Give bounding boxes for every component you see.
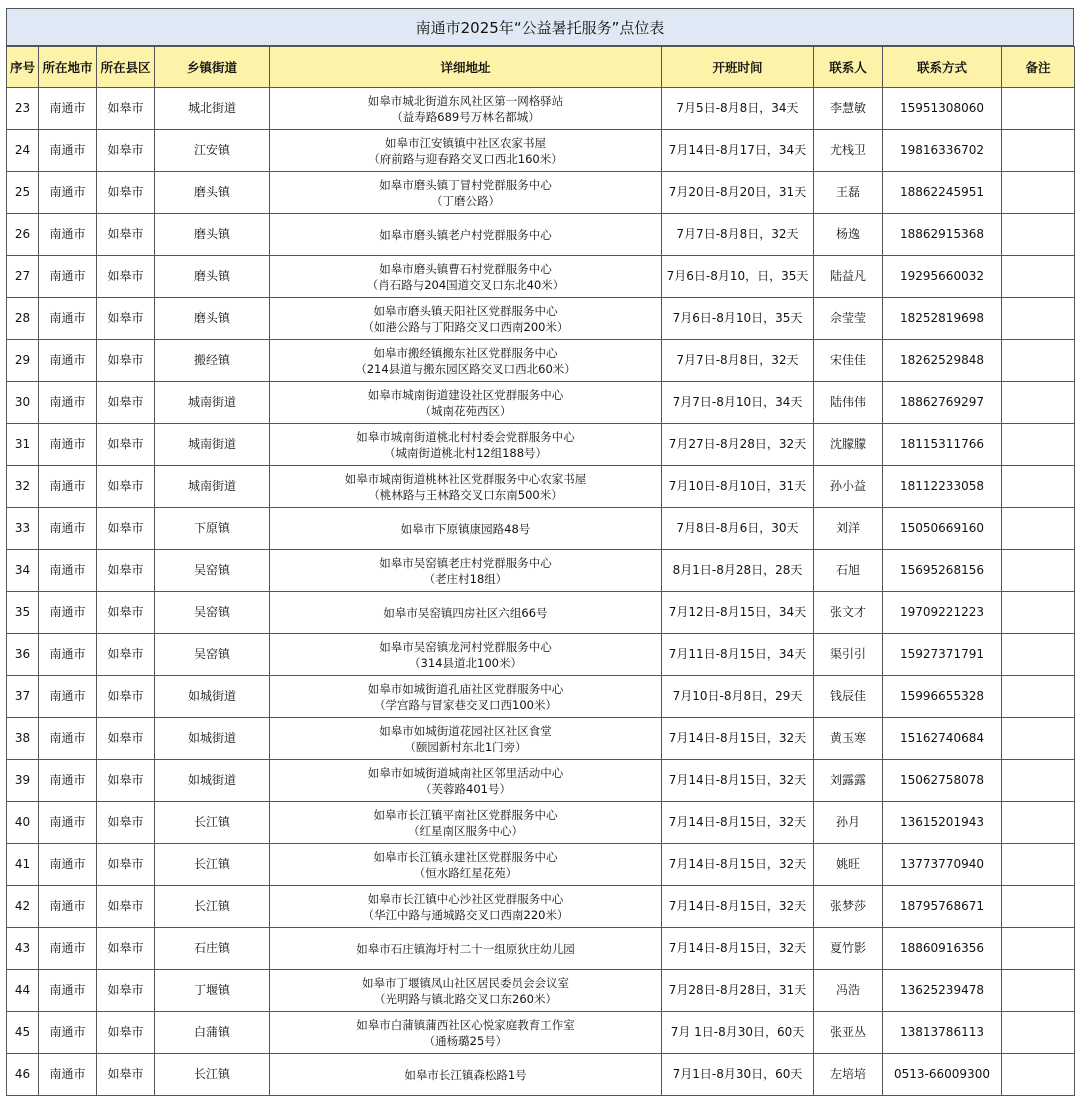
row-town: 城北街道 xyxy=(155,88,270,130)
row-phone: 15927371791 xyxy=(883,634,1002,676)
row-county: 如皋市 xyxy=(97,214,155,256)
row-time: 7月12日-8月15日，34天 xyxy=(662,592,814,634)
row-phone: 18252819698 xyxy=(883,298,1002,340)
table-body xyxy=(7,88,1075,1096)
row-contact: 佘莹莹 xyxy=(814,298,883,340)
table-row xyxy=(7,760,1075,802)
row-no: 40 xyxy=(7,802,39,844)
row-no: 38 xyxy=(7,718,39,760)
row-address xyxy=(270,718,662,760)
row-note xyxy=(1002,676,1075,718)
row-county: 如皋市 xyxy=(97,382,155,424)
row-address xyxy=(270,550,662,592)
table-row xyxy=(7,550,1075,592)
row-town: 长江镇 xyxy=(155,886,270,928)
row-contact: 李慧敏 xyxy=(814,88,883,130)
row-note xyxy=(1002,340,1075,382)
address-line: 如皋市下原镇康园路48号 xyxy=(400,521,531,536)
row-city: 南通市 xyxy=(39,298,97,340)
row-phone: 18862245951 xyxy=(883,172,1002,214)
row-time: 7月5日-8月8日，34天 xyxy=(662,88,814,130)
row-county: 如皋市 xyxy=(97,256,155,298)
table-row xyxy=(7,424,1075,466)
row-county: 如皋市 xyxy=(97,760,155,802)
row-note xyxy=(1002,130,1075,172)
row-county: 如皋市 xyxy=(97,508,155,550)
row-no: 28 xyxy=(7,298,39,340)
row-city: 南通市 xyxy=(39,1054,97,1096)
table-row xyxy=(7,1012,1075,1054)
address-line: 如皋市如城街道孔庙社区党群服务中心 xyxy=(367,681,564,696)
row-no: 46 xyxy=(7,1054,39,1096)
col-header-note: 备注 xyxy=(1002,47,1075,88)
row-county: 如皋市 xyxy=(97,844,155,886)
row-no: 42 xyxy=(7,886,39,928)
row-city: 南通市 xyxy=(39,424,97,466)
table-row xyxy=(7,256,1075,298)
address-detail: （老庄村18组） xyxy=(423,571,508,586)
row-contact: 陆益凡 xyxy=(814,256,883,298)
row-no: 29 xyxy=(7,340,39,382)
address-line: 如皋市吴窑镇龙河村党群服务中心 xyxy=(379,639,552,654)
address-line: 如皋市长江镇永建社区党群服务中心 xyxy=(373,849,558,864)
row-no: 45 xyxy=(7,1012,39,1054)
table-row xyxy=(7,676,1075,718)
row-note xyxy=(1002,760,1075,802)
address-detail: （芙蓉路401号） xyxy=(420,781,511,796)
address-line: 如皋市如城街道城南社区邻里活动中心 xyxy=(367,765,564,780)
row-county: 如皋市 xyxy=(97,130,155,172)
row-note xyxy=(1002,214,1075,256)
row-address xyxy=(270,844,662,886)
row-no: 43 xyxy=(7,928,39,970)
row-phone: 18112233058 xyxy=(883,466,1002,508)
row-town: 磨头镇 xyxy=(155,214,270,256)
address-detail: （红星南区服务中心） xyxy=(408,823,523,838)
row-city: 南通市 xyxy=(39,466,97,508)
table-row xyxy=(7,928,1075,970)
row-contact: 左培培 xyxy=(814,1054,883,1096)
row-phone: 19709221223 xyxy=(883,592,1002,634)
row-phone: 0513-66009300 xyxy=(883,1054,1002,1096)
row-phone: 15996655328 xyxy=(883,676,1002,718)
address-line: 如皋市城南街道建设社区党群服务中心 xyxy=(367,387,564,402)
row-city: 南通市 xyxy=(39,676,97,718)
row-contact: 孙小益 xyxy=(814,466,883,508)
row-contact: 张梦莎 xyxy=(814,886,883,928)
row-phone: 18115311766 xyxy=(883,424,1002,466)
address-line: 如皋市丁堰镇凤山社区居民委员会会议室 xyxy=(362,975,569,990)
row-address xyxy=(270,172,662,214)
row-time: 7月11日-8月15日，34天 xyxy=(662,634,814,676)
row-county: 如皋市 xyxy=(97,634,155,676)
table-row xyxy=(7,508,1075,550)
address-detail: （恒水路红星花苑） xyxy=(413,865,518,880)
table-row xyxy=(7,298,1075,340)
points-sheet xyxy=(6,8,1074,1096)
row-no: 26 xyxy=(7,214,39,256)
row-contact: 陆伟伟 xyxy=(814,382,883,424)
row-address xyxy=(270,298,662,340)
row-time: 8月1日-8月28日，28天 xyxy=(662,550,814,592)
row-city: 南通市 xyxy=(39,634,97,676)
row-town: 长江镇 xyxy=(155,1054,270,1096)
row-town: 白蒲镇 xyxy=(155,1012,270,1054)
row-contact: 王磊 xyxy=(814,172,883,214)
row-county: 如皋市 xyxy=(97,298,155,340)
row-phone: 15050669160 xyxy=(883,508,1002,550)
row-address xyxy=(270,760,662,802)
col-header-city: 所在地市 xyxy=(39,47,97,88)
row-no: 32 xyxy=(7,466,39,508)
table-row xyxy=(7,172,1075,214)
row-time: 7月8日-8月6日，30天 xyxy=(662,508,814,550)
col-header-contact: 联系人 xyxy=(814,47,883,88)
row-note xyxy=(1002,88,1075,130)
row-time: 7月14日-8月15日，32天 xyxy=(662,802,814,844)
row-contact: 张亚丛 xyxy=(814,1012,883,1054)
address-line: 如皋市长江镇平南社区党群服务中心 xyxy=(373,807,558,822)
row-city: 南通市 xyxy=(39,550,97,592)
address-line: 如皋市石庄镇海圩村二十一组原狄庄幼儿园 xyxy=(356,941,575,956)
row-phone: 15062758078 xyxy=(883,760,1002,802)
row-time: 7月14日-8月17日，34天 xyxy=(662,130,814,172)
address-detail: （如港公路与丁阳路交叉口西南200米） xyxy=(362,319,569,334)
row-time: 7月14日-8月15日，32天 xyxy=(662,886,814,928)
address-detail: （通杨璐25号） xyxy=(423,1033,508,1048)
row-address xyxy=(270,1054,662,1096)
row-phone: 18795768671 xyxy=(883,886,1002,928)
row-contact: 夏竹影 xyxy=(814,928,883,970)
address-line: 如皋市如城街道花园社区社区食堂 xyxy=(379,723,552,738)
address-line: 如皋市城南街道桃北村村委会党群服务中心 xyxy=(356,429,575,444)
row-address xyxy=(270,634,662,676)
row-county: 如皋市 xyxy=(97,550,155,592)
row-town: 城南街道 xyxy=(155,382,270,424)
row-city: 南通市 xyxy=(39,508,97,550)
row-county: 如皋市 xyxy=(97,88,155,130)
row-no: 34 xyxy=(7,550,39,592)
row-note xyxy=(1002,928,1075,970)
row-note xyxy=(1002,298,1075,340)
row-county: 如皋市 xyxy=(97,1054,155,1096)
row-time: 7月1日-8月30日，60天 xyxy=(662,1054,814,1096)
table-row xyxy=(7,844,1075,886)
address-detail: （光明路与镇北路交叉口东260米） xyxy=(374,991,557,1006)
sheet-title: 南通市2025年“公益暑托服务”点位表 xyxy=(6,8,1074,46)
row-contact: 渠引引 xyxy=(814,634,883,676)
row-county: 如皋市 xyxy=(97,592,155,634)
row-town: 城南街道 xyxy=(155,424,270,466)
row-time: 7月14日-8月15日，32天 xyxy=(662,760,814,802)
col-header-town: 乡镇街道 xyxy=(155,47,270,88)
row-county: 如皋市 xyxy=(97,886,155,928)
row-address xyxy=(270,928,662,970)
address-detail: （214县道与搬东园区路交叉口西北60米） xyxy=(355,361,576,376)
address-detail: （学宫路与冒家巷交叉口西100米） xyxy=(374,697,557,712)
row-town: 如城街道 xyxy=(155,718,270,760)
row-address xyxy=(270,676,662,718)
row-time: 7月28日-8月28日，31天 xyxy=(662,970,814,1012)
address-line: 如皋市磨头镇丁冒村党群服务中心 xyxy=(379,177,552,192)
row-town: 磨头镇 xyxy=(155,172,270,214)
row-county: 如皋市 xyxy=(97,718,155,760)
address-line: 如皋市吴窑镇四房社区六组66号 xyxy=(383,605,548,620)
address-detail: （城南街道桃北村12组188号） xyxy=(383,445,548,460)
table-row xyxy=(7,634,1075,676)
row-no: 44 xyxy=(7,970,39,1012)
row-city: 南通市 xyxy=(39,382,97,424)
table-row xyxy=(7,970,1075,1012)
row-time: 7月20日-8月20日，31天 xyxy=(662,172,814,214)
address-line: 如皋市搬经镇搬东社区党群服务中心 xyxy=(373,345,558,360)
row-address xyxy=(270,1012,662,1054)
row-city: 南通市 xyxy=(39,592,97,634)
row-county: 如皋市 xyxy=(97,970,155,1012)
table-row xyxy=(7,802,1075,844)
row-no: 36 xyxy=(7,634,39,676)
row-address xyxy=(270,214,662,256)
row-time: 7月6日-8月10，日，35天 xyxy=(662,256,814,298)
address-detail: （华江中路与通城路交叉口西南220米） xyxy=(362,907,569,922)
address-detail: （益寿路689号万林名都城） xyxy=(391,109,540,124)
address-line: 如皋市吴窑镇老庄村党群服务中心 xyxy=(379,555,552,570)
row-town: 城南街道 xyxy=(155,466,270,508)
row-no: 30 xyxy=(7,382,39,424)
row-county: 如皋市 xyxy=(97,802,155,844)
row-phone: 18862769297 xyxy=(883,382,1002,424)
row-no: 23 xyxy=(7,88,39,130)
address-detail: （丁磨公路） xyxy=(431,193,500,208)
row-city: 南通市 xyxy=(39,760,97,802)
row-no: 25 xyxy=(7,172,39,214)
table-row xyxy=(7,886,1075,928)
row-time: 7月14日-8月15日，32天 xyxy=(662,844,814,886)
row-no: 31 xyxy=(7,424,39,466)
address-detail: （颐园新村东北1门旁） xyxy=(404,739,527,754)
table-row xyxy=(7,1054,1075,1096)
row-county: 如皋市 xyxy=(97,172,155,214)
row-phone: 15162740684 xyxy=(883,718,1002,760)
table-row xyxy=(7,214,1075,256)
col-header-county: 所在县区 xyxy=(97,47,155,88)
address-detail: （府前路与迎春路交叉口西北160米） xyxy=(368,151,563,166)
col-header-no: 序号 xyxy=(7,47,39,88)
col-header-time: 开班时间 xyxy=(662,47,814,88)
row-city: 南通市 xyxy=(39,886,97,928)
row-note xyxy=(1002,508,1075,550)
row-no: 41 xyxy=(7,844,39,886)
row-town: 下原镇 xyxy=(155,508,270,550)
row-phone: 18862915368 xyxy=(883,214,1002,256)
row-address xyxy=(270,340,662,382)
address-line: 如皋市长江镇中心沙社区党群服务中心 xyxy=(367,891,564,906)
address-line: 如皋市江安镇镇中社区农家书屋 xyxy=(385,135,546,150)
table-row xyxy=(7,340,1075,382)
row-phone: 18262529848 xyxy=(883,340,1002,382)
row-county: 如皋市 xyxy=(97,676,155,718)
row-county: 如皋市 xyxy=(97,466,155,508)
row-contact: 刘露露 xyxy=(814,760,883,802)
row-city: 南通市 xyxy=(39,88,97,130)
row-time: 7月10日-8月10日，31天 xyxy=(662,466,814,508)
row-town: 长江镇 xyxy=(155,802,270,844)
row-city: 南通市 xyxy=(39,718,97,760)
row-town: 如城街道 xyxy=(155,676,270,718)
table-row xyxy=(7,88,1075,130)
row-note xyxy=(1002,970,1075,1012)
row-time: 7月14日-8月15日，32天 xyxy=(662,718,814,760)
row-address xyxy=(270,466,662,508)
address-line: 如皋市磨头镇老户村党群服务中心 xyxy=(379,227,552,242)
address-line: 如皋市磨头镇曹石村党群服务中心 xyxy=(379,261,552,276)
row-town: 磨头镇 xyxy=(155,256,270,298)
row-phone: 13773770940 xyxy=(883,844,1002,886)
row-city: 南通市 xyxy=(39,970,97,1012)
address-detail: （桃林路与王林路交叉口东南500米） xyxy=(368,487,563,502)
row-contact: 冯浩 xyxy=(814,970,883,1012)
row-note xyxy=(1002,886,1075,928)
row-city: 南通市 xyxy=(39,340,97,382)
row-time: 7月7日-8月8日，32天 xyxy=(662,214,814,256)
row-address xyxy=(270,970,662,1012)
row-contact: 黄玉寒 xyxy=(814,718,883,760)
row-county: 如皋市 xyxy=(97,340,155,382)
points-table xyxy=(6,46,1075,1096)
row-no: 39 xyxy=(7,760,39,802)
row-town: 吴窑镇 xyxy=(155,592,270,634)
row-contact: 沈朦朦 xyxy=(814,424,883,466)
row-phone: 15951308060 xyxy=(883,88,1002,130)
row-contact: 刘洋 xyxy=(814,508,883,550)
row-contact: 张文才 xyxy=(814,592,883,634)
row-no: 37 xyxy=(7,676,39,718)
row-phone: 19295660032 xyxy=(883,256,1002,298)
table-row xyxy=(7,592,1075,634)
address-detail: （314县道北100米） xyxy=(409,655,522,670)
row-city: 南通市 xyxy=(39,1012,97,1054)
address-line: 如皋市长江镇森松路1号 xyxy=(404,1067,527,1082)
row-town: 吴窑镇 xyxy=(155,550,270,592)
row-note xyxy=(1002,1054,1075,1096)
header-row xyxy=(7,47,1075,88)
address-detail: （肖石路与204国道交叉口东北40米） xyxy=(366,277,565,292)
row-town: 吴窑镇 xyxy=(155,634,270,676)
row-note xyxy=(1002,802,1075,844)
row-contact: 孙月 xyxy=(814,802,883,844)
row-city: 南通市 xyxy=(39,214,97,256)
row-contact: 杨逸 xyxy=(814,214,883,256)
row-county: 如皋市 xyxy=(97,928,155,970)
row-town: 江安镇 xyxy=(155,130,270,172)
row-no: 27 xyxy=(7,256,39,298)
table-row xyxy=(7,466,1075,508)
row-contact: 姚旺 xyxy=(814,844,883,886)
address-line: 如皋市磨头镇天阳社区党群服务中心 xyxy=(373,303,558,318)
row-town: 丁堰镇 xyxy=(155,970,270,1012)
row-address xyxy=(270,130,662,172)
row-note xyxy=(1002,634,1075,676)
row-contact: 尤栈卫 xyxy=(814,130,883,172)
row-address xyxy=(270,424,662,466)
row-phone: 15695268156 xyxy=(883,550,1002,592)
row-city: 南通市 xyxy=(39,844,97,886)
row-no: 33 xyxy=(7,508,39,550)
row-time: 7月7日-8月8日，32天 xyxy=(662,340,814,382)
row-address xyxy=(270,382,662,424)
row-contact: 钱辰佳 xyxy=(814,676,883,718)
row-town: 磨头镇 xyxy=(155,298,270,340)
row-phone: 13813786113 xyxy=(883,1012,1002,1054)
row-note xyxy=(1002,592,1075,634)
row-address xyxy=(270,256,662,298)
row-time: 7月27日-8月28日，32天 xyxy=(662,424,814,466)
row-town: 如城街道 xyxy=(155,760,270,802)
row-town: 搬经镇 xyxy=(155,340,270,382)
row-no: 24 xyxy=(7,130,39,172)
row-city: 南通市 xyxy=(39,928,97,970)
row-time: 7月6日-8月10日，35天 xyxy=(662,298,814,340)
row-address xyxy=(270,886,662,928)
address-detail: （城南花苑西区） xyxy=(419,403,512,418)
row-note xyxy=(1002,1012,1075,1054)
row-note xyxy=(1002,256,1075,298)
col-header-address: 详细地址 xyxy=(270,47,662,88)
row-note xyxy=(1002,466,1075,508)
row-note xyxy=(1002,172,1075,214)
row-city: 南通市 xyxy=(39,256,97,298)
row-time: 7月7日-8月10日，34天 xyxy=(662,382,814,424)
table-row xyxy=(7,382,1075,424)
row-address xyxy=(270,508,662,550)
row-note xyxy=(1002,424,1075,466)
row-phone: 19816336702 xyxy=(883,130,1002,172)
address-line: 如皋市城南街道桃林社区党群服务中心农家书屋 xyxy=(344,471,587,486)
row-phone: 13615201943 xyxy=(883,802,1002,844)
row-note xyxy=(1002,718,1075,760)
row-time: 7月14日-8月15日，32天 xyxy=(662,928,814,970)
row-note xyxy=(1002,550,1075,592)
row-city: 南通市 xyxy=(39,130,97,172)
row-town: 石庄镇 xyxy=(155,928,270,970)
row-time: 7月 1日-8月30日，60天 xyxy=(662,1012,814,1054)
row-time: 7月10日-8月8日，29天 xyxy=(662,676,814,718)
row-phone: 18860916356 xyxy=(883,928,1002,970)
row-city: 南通市 xyxy=(39,172,97,214)
address-line: 如皋市白蒲镇蒲西社区心悦家庭教育工作室 xyxy=(356,1017,575,1032)
row-town: 长江镇 xyxy=(155,844,270,886)
row-note xyxy=(1002,382,1075,424)
address-line: 如皋市城北街道东风社区第一网格驿站 xyxy=(367,93,564,108)
row-county: 如皋市 xyxy=(97,424,155,466)
col-header-phone: 联系方式 xyxy=(883,47,1002,88)
row-county: 如皋市 xyxy=(97,1012,155,1054)
row-address xyxy=(270,88,662,130)
row-note xyxy=(1002,844,1075,886)
table-row xyxy=(7,718,1075,760)
row-city: 南通市 xyxy=(39,802,97,844)
row-no: 35 xyxy=(7,592,39,634)
row-contact: 宋佳佳 xyxy=(814,340,883,382)
row-address xyxy=(270,592,662,634)
row-phone: 13625239478 xyxy=(883,970,1002,1012)
row-contact: 石旭 xyxy=(814,550,883,592)
row-address xyxy=(270,802,662,844)
table-row xyxy=(7,130,1075,172)
